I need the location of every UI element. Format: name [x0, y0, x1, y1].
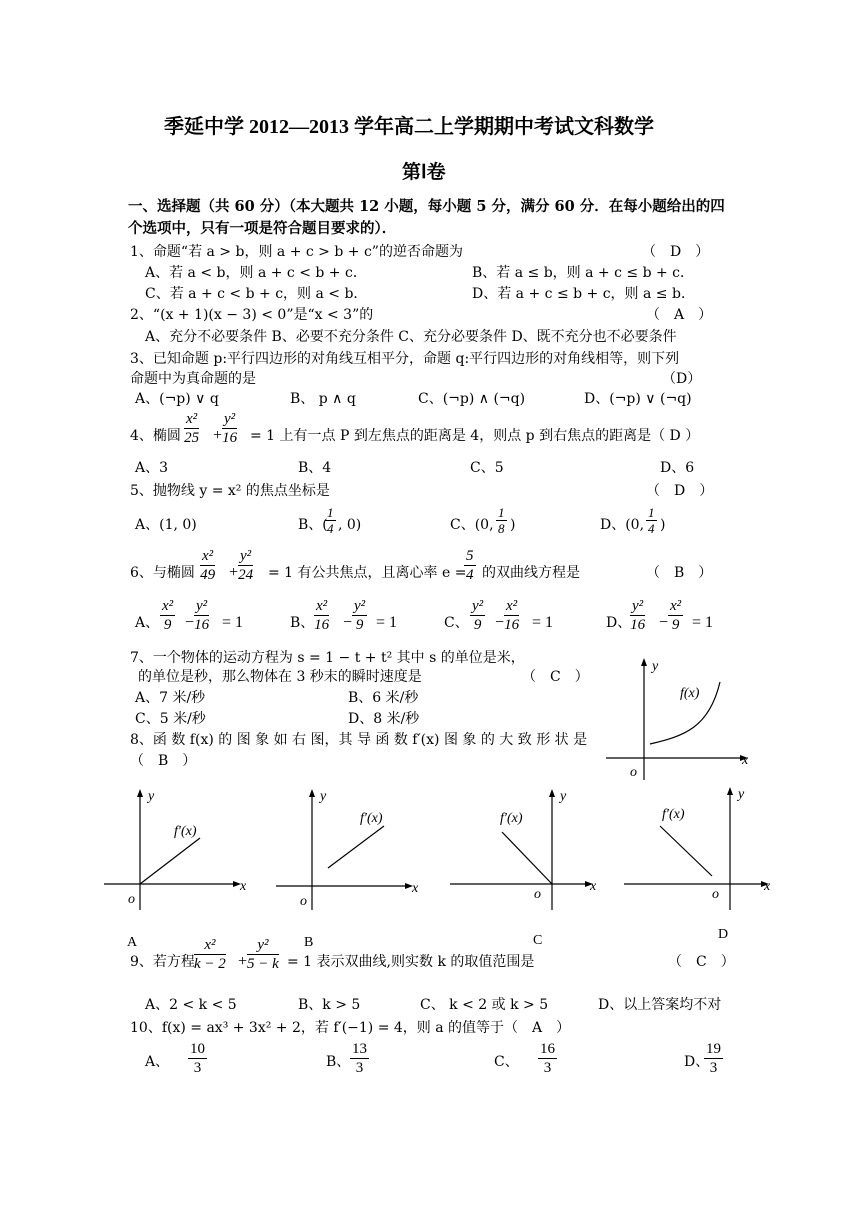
a-y-label: y [148, 789, 155, 804]
q4-prefix: 4、椭圆 [130, 428, 181, 444]
b-y-arrow [309, 789, 315, 797]
q4-fraction-y [222, 410, 237, 447]
q6-f2-num: y² [240, 548, 252, 564]
q10-a-frac [188, 1040, 207, 1077]
q1-stem: 1、命题“若 a > b，则 a + c > b + c”的逆否命题为 [130, 244, 463, 260]
q5-stem: 5、抛物线 y = x² 的焦点坐标是 [130, 483, 330, 499]
q6-plus: + [228, 564, 239, 581]
q1-option-d: D、若 a + c ≤ b + c，则 a ≤ b． [472, 286, 695, 302]
q6-ellipse-frac-y [238, 547, 253, 584]
q5-d-num: 1 [648, 505, 655, 520]
b-y-label: y [320, 789, 327, 804]
b-x-label: x [412, 881, 419, 896]
q10-c-num: 16 [540, 1041, 555, 1057]
q8-answer: （ B ） [130, 753, 197, 769]
q6-c-n2: x² [506, 598, 518, 614]
q6-c-label: C、 [444, 615, 469, 631]
q8-graph-d-label: D [718, 927, 729, 942]
q5-option-d-pre: D、(0, [600, 517, 645, 533]
q1-option-b: B、若 a ≤ b，则 a + c ≤ b + c． [472, 265, 695, 281]
q10-a-num: 10 [190, 1041, 205, 1057]
d-origin-label: o [712, 887, 719, 902]
q6-a-n2: y² [196, 598, 208, 614]
q7-stem-line1: 7、一个物体的运动方程为 s = 1 − t + t² 其中 s 的单位是米， [130, 650, 525, 666]
q6-a-label: A、 [135, 615, 160, 631]
q5-option-a: A、(1, 0) [135, 517, 197, 533]
q6-c-eq: = 1 [532, 614, 554, 631]
q6-suffix: 的双曲线方程是 [482, 565, 580, 581]
q9-n2: y² [247, 936, 279, 955]
q1-answer: （ D ） [642, 244, 710, 260]
q6-f1-den: 49 [200, 567, 216, 583]
q8-graph-d [622, 786, 782, 916]
q1-option-c: C、若 a + c < b + c，则 a < b． [145, 286, 368, 302]
q6-c-minus: − [494, 614, 505, 631]
q10-b-num: 13 [352, 1041, 367, 1057]
q6-b-n1: x² [316, 598, 328, 614]
q5-option-c-pre: C、(0, [450, 517, 494, 533]
b-fprime-label: f′(x) [360, 811, 383, 826]
q10-c-frac [538, 1040, 557, 1077]
q5-b-num: 1 [327, 505, 334, 520]
q4-fraction-x [184, 410, 199, 447]
q3-answer: （D） [662, 371, 702, 387]
q6-a-d1: 9 [163, 617, 172, 633]
q6-c-frac1 [470, 597, 485, 634]
b-derivative-line [328, 826, 384, 868]
q5-option-b-pre: B、( [298, 517, 328, 533]
q6-ellipse-frac-x [200, 547, 215, 584]
q10-b-frac [350, 1040, 369, 1077]
q6-eccentricity-frac [464, 547, 476, 584]
q9-frac1 [194, 936, 226, 973]
q8-graph-a-label: A [127, 935, 138, 950]
q8-graph-b [276, 786, 426, 916]
q10-b-label: B、 [326, 1054, 351, 1070]
q3-stem-line1: 3、已知命题 p:平行四边形的对角线互相平分，命题 q:平行四边形的对角线相等，则下列 [130, 351, 680, 367]
q6-b-frac2 [352, 597, 367, 634]
q5-option-c-post: ) [510, 517, 516, 533]
q6-a-minus: − [184, 614, 195, 631]
q5-c-num: 1 [498, 505, 505, 520]
q8-graph-c-label: C [533, 933, 543, 948]
c-y-arrow [549, 789, 555, 797]
q4-frac1-den: 25 [184, 430, 200, 446]
q9-answer: （ C ） [668, 954, 735, 970]
q6-a-d2: 16 [194, 617, 210, 633]
q6-b-minus: − [342, 614, 353, 631]
q7-option-a: A、7 米/秒 [135, 690, 206, 706]
q9-prefix: 9、若方程 [130, 954, 195, 970]
q9-option-a: A、2 < k < 5 [145, 997, 237, 1013]
q6-f1-num: x² [202, 548, 214, 564]
d-y-label: y [738, 787, 745, 802]
main-fx-label: f(x) [680, 686, 700, 701]
q6-e-den: 4 [466, 567, 474, 583]
a-origin-label: o [128, 892, 135, 907]
q7-option-d: D、8 米/秒 [348, 711, 420, 727]
q8-graph-a [102, 786, 252, 916]
q9-d1: k − 2 [194, 956, 226, 972]
q7-stem-line2: 的单位是秒，那么物体在 3 秒末的瞬时速度是 [138, 669, 422, 685]
q10-c-label: C、 [494, 1054, 519, 1070]
q5-option-c-frac [496, 505, 507, 536]
d-x-label: x [764, 879, 771, 894]
a-derivative-line [140, 838, 200, 884]
a-x-label: x [240, 879, 247, 894]
q10-a-label: A、 [145, 1054, 170, 1070]
q9-d2: 5 − k [247, 956, 279, 972]
q6-f2-den: 24 [238, 567, 254, 583]
main-origin-label: o [630, 765, 637, 780]
q6-d-n2: x² [670, 598, 682, 614]
q6-d-minus: − [658, 614, 669, 631]
c-derivative-line [502, 832, 552, 884]
q9-option-b: B、k > 5 [298, 997, 361, 1013]
main-x-label: x [742, 753, 749, 768]
q4-option-c: C、5 [470, 460, 504, 476]
q5-b-den: 4 [327, 521, 334, 536]
q5-option-b-frac [325, 505, 336, 536]
q6-a-frac1 [160, 597, 175, 634]
c-origin-label: o [534, 887, 541, 902]
q8-stem: 8、函 数 f(x) 的 图 象 如 右 图，其 导 函 数 f′(x) 图 象 的 大 致 形 状 是 [130, 732, 588, 748]
d-derivative-line [660, 826, 712, 876]
q3-option-d: D、(¬p) ∨ (¬q) [584, 391, 692, 407]
q10-stem: 10、f(x) = ax³ + 3x² + 2，若 f′(−1) = 4，则 a 的值等于（ A ） [130, 1020, 571, 1036]
q10-c-den: 3 [543, 1060, 552, 1076]
q4-frac1-num: x² [186, 411, 198, 427]
q7-option-c: C、5 米/秒 [135, 711, 206, 727]
q10-a-den: 3 [193, 1060, 202, 1076]
q9-option-d: D、以上答案均不对 [598, 997, 722, 1013]
q6-d-frac2 [668, 597, 683, 634]
main-y-label: y [652, 659, 659, 674]
q5-d-den: 4 [648, 521, 655, 536]
q9-frac2 [247, 936, 279, 973]
q4-frac2-den: 16 [222, 430, 238, 446]
q6-b-n2: y² [354, 598, 366, 614]
q8-graph-c [448, 786, 608, 916]
q6-d-frac1 [630, 597, 645, 634]
q9-suffix: = 1 表示双曲线,则实数 k 的取值范围是 [287, 954, 535, 970]
q7-answer: （ C ） [522, 669, 589, 685]
main-y-arrow [641, 658, 647, 666]
q4-option-b: B、4 [298, 460, 332, 476]
q4-option-a: A、3 [135, 460, 169, 476]
q6-d-d1: 16 [630, 617, 646, 633]
q6-d-label: D、 [606, 615, 632, 631]
q6-d-eq: = 1 [692, 614, 714, 631]
q9-plus: + [237, 953, 248, 970]
exam-title: 季延中学 2012—2013 学年高二上学期期中考试文科数学 [164, 116, 654, 138]
q3-option-b: B、 p ∧ q [290, 391, 356, 407]
q4-option-d: D、6 [660, 460, 695, 476]
q8-graph-b-label: B [304, 935, 314, 950]
q10-b-den: 3 [355, 1060, 364, 1076]
q3-option-a: A、(¬p) ∨ q [135, 391, 219, 407]
q6-answer: （ B ） [646, 565, 713, 581]
d-y-arrow [727, 787, 733, 795]
volume-title: 第Ⅰ卷 [402, 162, 446, 183]
q6-c-frac2 [504, 597, 519, 634]
q6-b-label: B、 [290, 615, 315, 631]
q6-a-n1: x² [162, 598, 174, 614]
q3-option-c: C、(¬p) ∧ (¬q) [418, 391, 526, 407]
c-y-label: y [560, 789, 567, 804]
a-fprime-label: f′(x) [174, 824, 197, 839]
q4-frac2-num: y² [224, 411, 236, 427]
q1-option-a: A、若 a < b，则 a + c < b + c． [145, 265, 367, 281]
q5-answer: （ D ） [646, 483, 714, 499]
q5-c-den: 8 [498, 521, 505, 536]
q6-prefix: 6、与椭圆 [130, 565, 195, 581]
q5-option-b-post: , 0) [338, 517, 362, 533]
q10-d-label: D、 [684, 1054, 710, 1070]
q6-e-num: 5 [466, 548, 474, 564]
q10-d-frac [704, 1040, 723, 1077]
a-y-arrow [137, 789, 143, 797]
q6-b-d2: 9 [355, 617, 364, 633]
c-x-label: x [590, 879, 597, 894]
q6-d-d2: 9 [671, 617, 680, 633]
q6-c-d1: 9 [473, 617, 482, 633]
q5-option-d-frac [646, 505, 657, 536]
q8-main-graph [604, 656, 754, 786]
q6-a-eq: = 1 [222, 614, 244, 631]
d-fprime-label: f′(x) [662, 807, 685, 822]
q2-options: A、充分不必要条件 B、必要不充分条件 C、充分必要条件 D、既不充分也不必要条件 [145, 329, 677, 345]
q5-option-d-post: ) [660, 517, 666, 533]
section-heading-line1: 一、选择题（共 60 分）（本大题共 12 小题，每小题 5 分，满分 60 分．在每小题给出的四 [128, 198, 725, 215]
q7-option-b: B、6 米/秒 [348, 690, 419, 706]
section-heading-line2: 个选项中，只有一项是符合题目要求的）． [128, 220, 397, 237]
q6-c-d2: 16 [504, 617, 520, 633]
q6-b-d1: 16 [314, 617, 330, 633]
q6-b-frac1 [314, 597, 329, 634]
q4-plus: + [212, 427, 223, 444]
q6-a-frac2 [194, 597, 209, 634]
q6-d-n1: y² [632, 598, 644, 614]
q10-d-num: 19 [706, 1041, 721, 1057]
q9-n1: x² [194, 936, 226, 955]
q6-c-n1: y² [472, 598, 484, 614]
q2-stem: 2、“(x + 1)(x − 3) < 0”是“x < 3”的 [130, 307, 374, 323]
b-origin-label: o [300, 894, 307, 909]
q4-suffix: = 1 上有一点 P 到左焦点的距离是 4，则点 p 到右焦点的距离是（ D ） [250, 428, 700, 444]
c-fprime-label: f′(x) [500, 811, 523, 826]
q9-option-c: C、 k < 2 或 k > 5 [420, 997, 549, 1013]
q6-mid: = 1 有公共焦点，且离心率 e = [268, 565, 467, 581]
q10-d-den: 3 [709, 1060, 718, 1076]
q6-b-eq: = 1 [376, 614, 398, 631]
q3-stem-line2: 命题中为真命题的是 [130, 371, 256, 387]
q2-answer: （ A ） [646, 307, 713, 323]
